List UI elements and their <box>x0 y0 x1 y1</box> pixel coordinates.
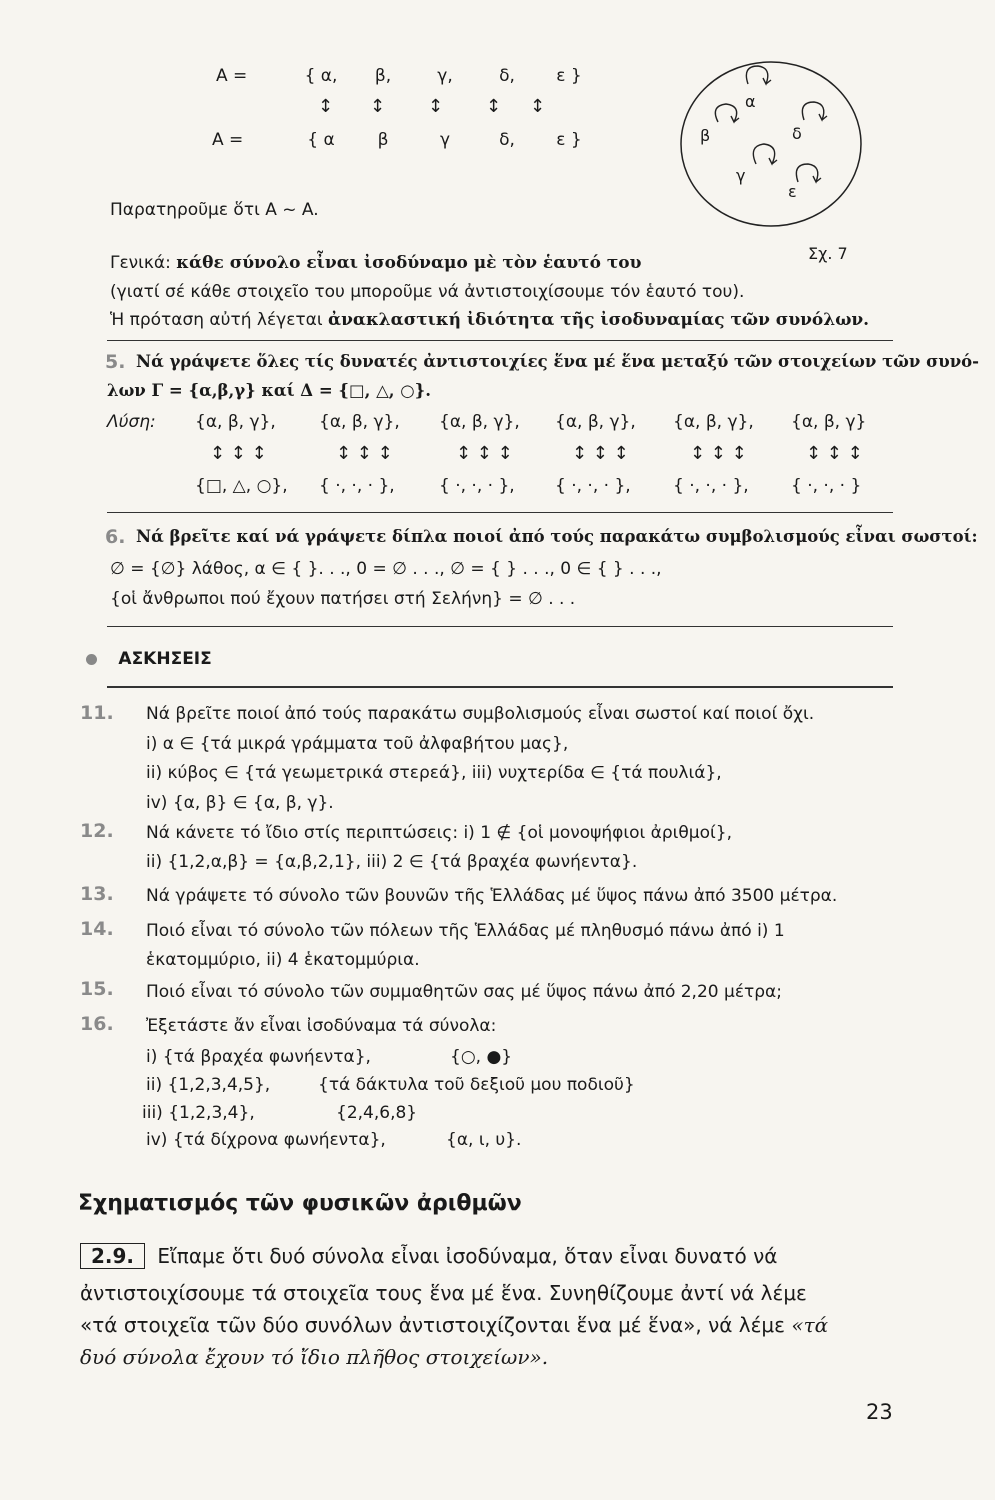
figure-label-delta: δ <box>792 124 802 143</box>
observation-text: Παρατηροῦμε ὅτι A ~ A. <box>110 200 319 220</box>
paragraph-italic: «τά <box>791 1313 829 1337</box>
general-statement <box>110 253 641 273</box>
exercise-6-line-3: {οἱ ἄνθρωποι πού ἔχουν πατήσει στή Σελήνη} = ∅ . . . <box>110 589 576 609</box>
set-a-label-1: A = <box>216 66 248 86</box>
set-element: β <box>377 130 389 150</box>
general-line-3-b: ἀνακλαστική ἰδιότητα τῆς ἰσοδυναμίας τῶν συνόλων. <box>327 310 870 330</box>
figure-label-alpha: α <box>745 92 756 111</box>
set-element: δ, <box>499 66 515 86</box>
exercise-14-line-2: ἑκατομμύριο, ii) 4 ἑκατομμύρια. <box>146 950 420 970</box>
exercise-12-line-2: ii) {1,2,α,β} = {α,β,2,1}, iii) 2 ∈ {τά βραχέα φωνήεντα}. <box>146 852 638 872</box>
exercise-16-iii-b: {2,4,6,8} <box>336 1103 418 1123</box>
figure-caption: Σχ. 7 <box>808 244 848 263</box>
set-element: { α <box>307 130 335 150</box>
paragraph-text: «τά στοιχεῖα τῶν δύο συνόλων ἀντιστοιχίζονται ἕνα μέ ἕνα», νά λέμε <box>80 1313 785 1337</box>
divider <box>107 686 893 688</box>
exercises-heading <box>86 649 212 669</box>
set-group: { ·, ·, · }, <box>555 476 631 496</box>
exercise-5-line-2: λων Γ = {α,β,γ} καί Δ = {□, △, ○}. <box>107 381 432 400</box>
set-a-row-1 <box>290 66 600 86</box>
figure-7-reflexive-diagram <box>676 60 866 240</box>
set-group: { ·, ·, · }, <box>319 476 395 496</box>
exercise-13-number: 13. <box>80 883 114 905</box>
exercise-6-line-1: Νά βρεῖτε καί νά γράψετε δίπλα ποιοί ἀπό τούς παρακάτω συμβολισμούς εἶναι σωστοί: <box>136 527 978 546</box>
section-number-box: 2.9. <box>80 1243 145 1269</box>
set-element: ε } <box>556 66 582 86</box>
exercise-16-iv-b: {α, ι, υ}. <box>446 1130 522 1150</box>
exercise-5-solution <box>107 412 156 432</box>
general-lead: Γενικά: <box>110 253 171 273</box>
set-group: {α, β, γ}, <box>439 412 520 432</box>
set-group: {α, β, γ} <box>791 412 867 432</box>
solution-label: Λύση: <box>107 412 156 432</box>
general-line-3-a: Ἡ πρόταση αὐτή λέγεται <box>110 310 323 330</box>
general-bold: κάθε σύνολο εἶναι ἰσοδύναμο μὲ τὸν ἑαυτό του <box>176 253 642 273</box>
exercise-16-ii-a: ii) {1,2,3,4,5}, <box>146 1075 271 1095</box>
bullet-icon <box>86 654 97 665</box>
exercise-15-number: 15. <box>80 978 114 1000</box>
set-element: β, <box>374 66 392 86</box>
page-number: 23 <box>866 1400 893 1424</box>
divider <box>107 626 893 627</box>
exercise-6-number: 6. <box>105 526 126 548</box>
general-line-3 <box>110 310 869 330</box>
exercise-11-number: 11. <box>80 702 114 724</box>
exercise-15-line-1: Ποιό εἶναι τό σύνολο τῶν συμμαθητῶν σας μέ ὕψος πάνω ἀπό 2,20 μέτρα; <box>146 982 782 1002</box>
figure-label-beta: β <box>700 126 711 145</box>
set-group: { ·, ·, · }, <box>439 476 515 496</box>
set-group: {α, β, γ}, <box>319 412 400 432</box>
section-paragraph-line-3 <box>80 1313 828 1337</box>
exercise-12-number: 12. <box>80 820 114 842</box>
exercise-12-line-1: Νά κάνετε τό ἴδιο στίς περιπτώσεις: i) 1 ∉ {οἱ μονοψήφιοι ἀριθμοί}, <box>146 823 732 843</box>
exercise-16-line-1: Ἐξετάστε ἄν εἶναι ἰσοδύναμα τά σύνολα: <box>146 1016 497 1036</box>
set-element: δ, <box>499 130 515 150</box>
section-title: Σχηματισμός τῶν φυσικῶν ἀριθμῶν <box>78 1191 522 1216</box>
set-group: { ·, ·, · } <box>791 476 862 496</box>
set-element: γ, <box>437 66 453 86</box>
exercise-11-line-1: Νά βρεῖτε ποιοί ἀπό τούς παρακάτω συμβολισμούς εἶναι σωστοί καί ποιοί ὄχι. <box>146 704 815 724</box>
exercise-16-iv-a: iv) {τά δίχρονα φωνήεντα}, <box>146 1130 386 1150</box>
exercise-11-line-4: iv) {α, β} ∈ {α, β, γ}. <box>146 793 334 813</box>
set-group: {α, β, γ}, <box>673 412 754 432</box>
exercise-11-line-2: i) α ∈ {τά μικρά γράμματα τοῦ ἀλφαβήτου μας}, <box>146 734 569 754</box>
set-element: ε } <box>556 130 582 150</box>
exercise-16-number: 16. <box>80 1013 114 1035</box>
exercise-16-ii-b: {τά δάκτυλα τοῦ δεξιοῦ μου ποδιοῦ} <box>318 1075 635 1095</box>
section-paragraph-line-1 <box>80 1243 777 1269</box>
set-a-row-2 <box>290 130 600 150</box>
section-paragraph-line-2: ἀντιστοιχίσουμε τά στοιχεῖα τους ἕνα μέ ἕνα. Συνηθίζουμε ἀντί νά λέμε <box>80 1281 807 1305</box>
exercise-5-line-1: Νά γράψετε ὅλες τίς δυνατές ἀντιστοιχίες ἕνα μέ ἕνα μεταξύ τῶν στοιχείων τῶν συνό- <box>136 352 979 371</box>
paragraph-text: Εἴπαμε ὅτι δυό σύνολα εἶναι ἰσοδύναμα, ὅταν εἶναι δυνατό νά <box>157 1244 778 1268</box>
general-line-2: (γιατί σέ κάθε στοιχεῖο του μποροῦμε νά ἀντιστοιχίσουμε τόν ἑαυτό του). <box>110 282 745 302</box>
set-a-label-2: A = <box>212 130 244 150</box>
divider <box>107 512 893 513</box>
section-paragraph-line-4: δυό σύνολα ἔχουν τό ἴδιο πλῆθος στοιχείων». <box>80 1345 549 1369</box>
exercise-16-i-a: i) {τά βραχέα φωνήεντα}, <box>146 1047 371 1067</box>
exercise-16-iii-a: iii) {1,2,3,4}, <box>142 1103 255 1123</box>
figure-label-gamma: γ <box>736 166 746 185</box>
exercise-5-number: 5. <box>105 351 126 373</box>
set-element: { α, <box>304 66 338 86</box>
exercise-14-number: 14. <box>80 918 114 940</box>
set-group: { ·, ·, · }, <box>673 476 749 496</box>
set-group: {α, β, γ}, <box>555 412 636 432</box>
set-group: {α, β, γ}, <box>195 412 276 432</box>
set-group: {□, △, ○}, <box>195 476 288 496</box>
divider <box>107 340 893 341</box>
exercise-11-line-3: ii) κύβος ∈ {τά γεωμετρικά στερεά}, iii) νυχτερίδα ∈ {τά πουλιά}, <box>146 763 722 783</box>
exercises-title: ΑΣΚΗΣΕΙΣ <box>118 649 212 669</box>
set-element: γ <box>439 130 451 150</box>
figure-label-epsilon: ε <box>788 182 797 201</box>
exercise-16-i-b: {○, ●} <box>450 1047 513 1067</box>
exercise-6-line-2: ∅ = {∅} λάθος, α ∈ { }. . ., 0 = ∅ . . ., ∅ = { } . . ., 0 ∈ { } . . ., <box>110 559 662 579</box>
exercise-13-line-1: Νά γράψετε τό σύνολο τῶν βουνῶν τῆς Ἑλλάδας μέ ὕψος πάνω ἀπό 3500 μέτρα. <box>146 886 838 906</box>
exercise-14-line-1: Ποιό εἶναι τό σύνολο τῶν πόλεων τῆς Ἑλλάδας μέ πληθυσμό πάνω ἀπό i) 1 <box>146 921 785 941</box>
